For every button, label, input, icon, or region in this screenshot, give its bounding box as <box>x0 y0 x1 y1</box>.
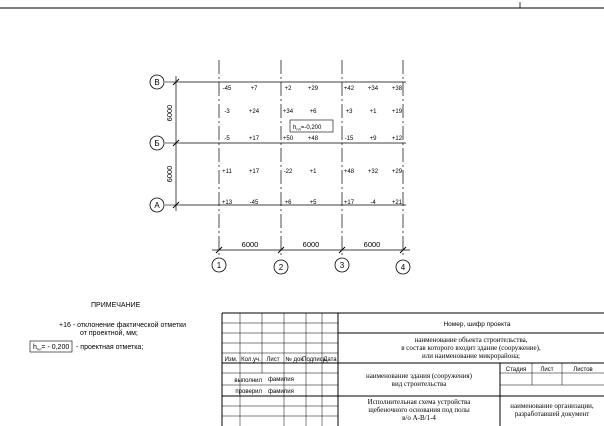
elevation-value: -4 <box>370 200 376 206</box>
project-code: Номер, шифр проекта <box>443 321 511 328</box>
col-izm: Изм. <box>224 357 238 363</box>
sheets-header: Листов <box>573 367 593 373</box>
checked-name: фамилия <box>268 389 294 395</box>
reference-mark <box>290 120 333 132</box>
elevation-value: +3 <box>345 109 353 115</box>
drawing-name-line-2: щебеночного основания под полы <box>368 406 470 414</box>
elevation-value: +24 <box>248 109 260 115</box>
elevation-value: +1 <box>309 169 317 175</box>
elevation-value: +6 <box>284 200 292 206</box>
notes-title: ПРИМЕЧАНИЕ <box>91 302 141 309</box>
stage-header: Стадия <box>505 367 527 373</box>
axis-label-4: 4 <box>400 263 406 272</box>
col-doc: № док. <box>285 357 305 363</box>
performed-name: фамилия <box>268 377 294 383</box>
elevation-value: +7 <box>250 86 258 92</box>
axis-bubbles-letters <box>150 75 164 212</box>
axis-label-a: А <box>154 201 160 210</box>
organization-line-2: разработавшей документ <box>514 410 590 418</box>
elevation-value: -15 <box>344 136 354 142</box>
checked-role: проверил <box>235 389 262 395</box>
elevation-value: +29 <box>391 169 403 175</box>
drawing-name-line-1: Исполнительная схема устройства <box>367 398 471 406</box>
elevation-value: +42 <box>343 86 355 92</box>
axis-label-1: 1 <box>216 261 222 270</box>
elevation-value: +34 <box>282 109 294 115</box>
col-sign: Подпись <box>302 357 326 363</box>
dim-text-v2: 6000 <box>165 165 174 183</box>
organization-line-1: наименование организации, <box>510 402 594 410</box>
elevation-value: -3 <box>224 109 230 115</box>
object-line-2: в состав которого входит здание (сооружение), <box>401 344 541 352</box>
axis-bubbles-numbers <box>212 258 410 274</box>
elevation-value: +17 <box>343 200 355 206</box>
elevation-value: -22 <box>283 169 293 175</box>
elevation-value: +48 <box>307 136 319 142</box>
col-kolvo: Кол.уч. <box>241 357 261 363</box>
elevation-value: -45 <box>222 86 232 92</box>
elevation-value: +21 <box>391 200 403 206</box>
elevation-value: -45 <box>249 200 259 206</box>
notes-mark-text: $h_{пл}= - 0,200$ <box>33 344 70 352</box>
axis-label-3: 3 <box>339 261 345 270</box>
elevation-value: +32 <box>367 169 379 175</box>
elevation-value: +38 <box>391 86 403 92</box>
dim-text-h2: 6000 <box>302 240 320 249</box>
notes-line3: - проектная отметка; <box>76 344 144 351</box>
elevation-value: -5 <box>224 136 230 142</box>
building-line-1: наименование здания (сооружения) <box>366 372 472 380</box>
axis-label-2: 2 <box>278 263 284 272</box>
elevation-value: +11 <box>222 169 232 175</box>
axis-label-v: В <box>154 78 160 87</box>
dim-text-h1: 6000 <box>241 240 259 249</box>
sheet-header: Лист <box>540 367 554 373</box>
elevation-value: +1 <box>369 109 377 115</box>
building-line-2: вид строительства <box>391 380 447 388</box>
elevation-value: +34 <box>367 86 379 92</box>
drawing-name-line-3: в/о А-В/1-4 <box>402 414 436 422</box>
elevation-value: +6 <box>309 109 317 115</box>
elevation-value: +19 <box>391 109 403 115</box>
elevation-value: +9 <box>369 136 377 142</box>
col-date: Дата <box>323 357 337 363</box>
elevation-value: +17 <box>248 136 260 142</box>
elevation-value: +48 <box>343 169 355 175</box>
object-line-1: наименование объекта строительства, <box>414 336 528 344</box>
notes-line2: от проектной, мм; <box>80 330 138 337</box>
elevation-values <box>222 86 403 206</box>
col-list: Лист <box>266 357 280 363</box>
elevation-value: +17 <box>248 169 260 175</box>
elevation-value: +2 <box>284 86 292 92</box>
elevation-value: +13 <box>221 200 233 206</box>
axis-label-b: Б <box>154 139 160 148</box>
elevation-value: +29 <box>307 86 319 92</box>
elevation-value: +5 <box>309 200 317 206</box>
elevation-value: +50 <box>282 136 294 142</box>
dim-text-v1: 6000 <box>165 104 174 122</box>
reference-mark-text: $h_{пл}=-0,200$ <box>293 125 322 132</box>
notes-line1: +16 - отклонение фактической отметки <box>59 322 187 329</box>
elevation-value: +12 <box>391 136 403 142</box>
object-line-3: или наименование микрорайона; <box>421 352 521 360</box>
dim-text-h3: 6000 <box>363 240 381 249</box>
performed-role: выполнил <box>234 378 262 384</box>
